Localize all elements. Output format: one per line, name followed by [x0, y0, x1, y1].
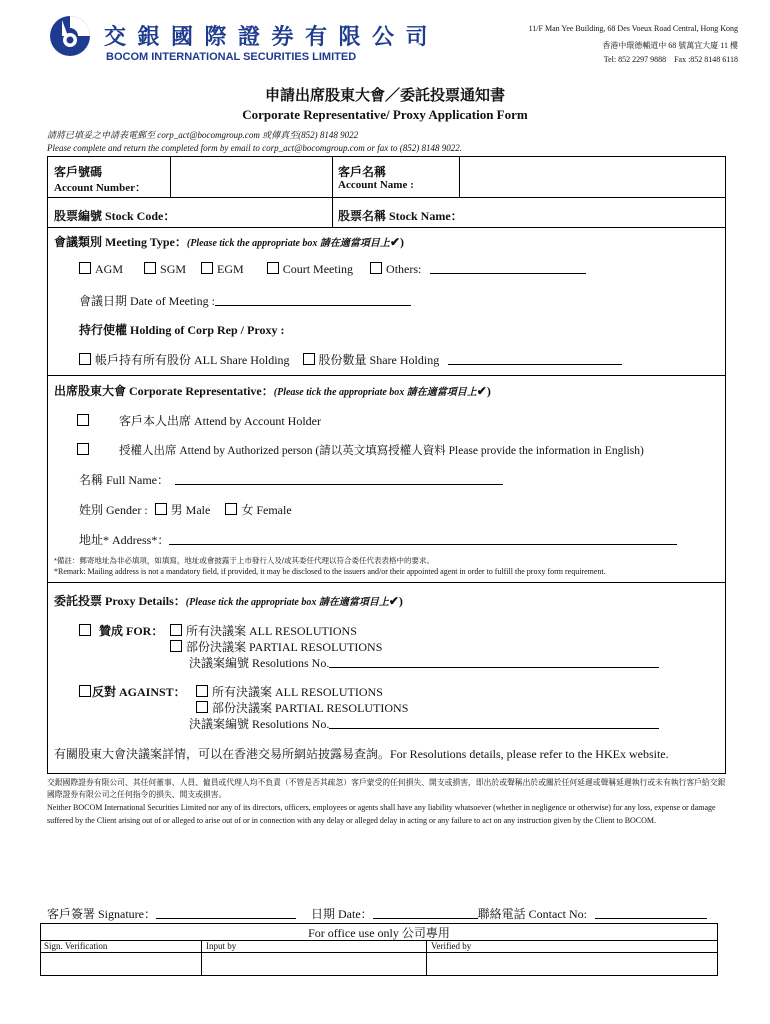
corp-rep-heading: [54, 382, 491, 399]
court-meeting-checkbox[interactable]: [267, 262, 353, 276]
male-label: 男 Male: [170, 503, 211, 517]
for-all-res-checkbox[interactable]: [170, 622, 357, 639]
attend-holder-label: 客戶本人出席 Attend by Account Holder: [119, 414, 321, 428]
agm-label: AGM: [95, 262, 124, 276]
for-res-no-label: 決議案編號 Resolutions No.: [189, 656, 330, 670]
contact-label: 聯絡電話 Contact No:: [477, 907, 587, 921]
proxy-heading: [54, 592, 403, 609]
attend-authorized-label: 授權人出席 Attend by Authorized person (請以英文填寫授權人資料 Please provide the information in English): [119, 445, 644, 457]
sgm-checkbox[interactable]: [144, 262, 186, 276]
others-input[interactable]: [430, 263, 586, 274]
share-holding-label: 股份數量 Share Holding: [318, 353, 440, 367]
against-partial-res-checkbox[interactable]: [196, 699, 408, 716]
signature-label: 客戶簽署 Signature：: [47, 907, 156, 921]
account-number-label-en: Account Number：: [54, 182, 146, 194]
tick-note: (Please tick the appropriate box 請在適當項目上: [186, 238, 390, 249]
account-number-field[interactable]: [172, 158, 330, 196]
attend-holder-option[interactable]: [77, 412, 321, 429]
against-all-res-checkbox[interactable]: [196, 683, 383, 700]
hkex-note: 有關股東大會決議案詳情，可以在香港交易所網站披露易查詢。For Resolutions details, please refer to the HKEx website.: [54, 747, 669, 761]
meeting-type-heading: [54, 233, 404, 250]
meeting-type-options: [79, 262, 586, 277]
account-name-label-cn: 客戶名稱: [338, 165, 387, 179]
against-checkbox[interactable]: [79, 683, 186, 700]
tick-icon: ✔: [388, 594, 399, 608]
contact-input[interactable]: [595, 908, 707, 919]
stock-code-label[interactable]: 股票編號 Stock Code：: [54, 209, 176, 223]
tick-note-close: ): [486, 384, 491, 398]
share-holding-checkbox[interactable]: [303, 353, 440, 367]
tick-note: (Please tick the appropriate box 請在適當項目上: [273, 387, 477, 398]
date-label: 日期 Date：: [311, 907, 373, 921]
for-partial-res-checkbox[interactable]: [170, 638, 382, 655]
tick-note: (Please tick the appropriate box 請在適當項目上: [185, 597, 389, 608]
header-address-cn: 香港中環德輔道中 68 號萬宜大廈 11 樓: [602, 41, 738, 50]
company-name-en: BOCOM INTERNATIONAL SECURITIES LIMITED: [106, 51, 357, 63]
remark-en: *Remark: Mailing address is not a mandatory field, if provided, it may be disclosed to the issuers and/or their appointed agent in order to fulfill the proxy form requirement.: [54, 567, 606, 576]
full-name-input[interactable]: [175, 474, 503, 485]
egm-label: EGM: [217, 262, 244, 276]
full-name-row: [79, 471, 503, 488]
holding-heading: 持行使權 Holding of Corp Rep / Proxy :: [79, 323, 285, 337]
office-use-heading: For office use only 公司專用: [308, 926, 450, 940]
holding-options: [79, 351, 622, 368]
male-checkbox[interactable]: [155, 503, 211, 517]
others-checkbox[interactable]: [370, 262, 421, 276]
female-checkbox[interactable]: [225, 503, 291, 517]
date-input[interactable]: [373, 908, 478, 919]
office-col-verified-by: Verified by: [431, 941, 472, 951]
against-res-no-input[interactable]: [329, 718, 659, 729]
meeting-date-input[interactable]: [215, 295, 411, 306]
disclaimer-cn: 交銀國際證券有限公司、其任何董事、人員、僱員或代理人均不負責（不管是否其疏忽）客戶蒙受的任何損失、開支或損害，即出於或聲稱出於或關於任何延遲或聲稱延遲執行或未有執行客戶給交銀國際證券有限公司之任何指令的損失、開支或損害。: [47, 778, 726, 799]
against-label: 反對 AGAINST：: [92, 685, 186, 699]
account-number-label-cn: 客戶號碼: [54, 165, 103, 179]
account-name-label-en: Account Name :: [338, 179, 414, 191]
against-all-res-label: 所有決議案 ALL RESOLUTIONS: [212, 685, 383, 699]
address-label: 地址* Address*：: [79, 533, 170, 547]
share-holding-input[interactable]: [448, 354, 622, 365]
instruction-en: Please complete and return the completed form by email to corp_act@bocomgroup.com or fax to (852) 8148 9022.: [47, 143, 463, 153]
female-label: 女 Female: [241, 503, 292, 517]
against-res-no-row: [189, 715, 659, 732]
attend-authorized-option[interactable]: [77, 442, 644, 458]
header-address-en: 11/F Man Yee Building, 68 Des Voeux Road Central, Hong Kong: [528, 24, 738, 33]
for-partial-res-label: 部份決議案 PARTIAL RESOLUTIONS: [186, 640, 383, 654]
agm-checkbox[interactable]: [79, 262, 123, 276]
against-res-no-label: 決議案編號 Resolutions No.: [189, 717, 330, 731]
all-share-checkbox[interactable]: [79, 353, 290, 367]
stock-name-label[interactable]: 股票名稱 Stock Name：: [338, 209, 463, 223]
meeting-date-label: 會議日期 Date of Meeting :: [79, 294, 215, 308]
form-title-cn: 申請出席股東大會／委託投票通知書: [264, 88, 505, 104]
full-name-label: 名稱 Full Name：: [79, 473, 169, 487]
company-logo: [48, 14, 92, 58]
tick-note-close: ): [398, 594, 403, 608]
egm-checkbox[interactable]: [201, 262, 244, 276]
all-share-label: 帳戶持有所有股份 ALL Share Holding: [95, 353, 290, 367]
corp-rep-label: 出席股東大會 Corporate Representative：: [54, 384, 274, 398]
form-title-en: Corporate Representative/ Proxy Application Form: [242, 107, 528, 122]
tick-icon: ✔: [389, 235, 400, 249]
signature-row: [47, 905, 707, 922]
for-res-no-input[interactable]: [329, 657, 659, 668]
for-label: 贊成 FOR：: [99, 624, 164, 638]
others-label: Others:: [386, 262, 422, 276]
gender-row: [79, 501, 292, 518]
header-tel-fax: Tel: 852 2297 9888 Fax :852 8148 6118: [603, 55, 738, 64]
tick-icon: ✔: [476, 384, 487, 398]
proxy-label: 委託投票 Proxy Details：: [54, 594, 186, 608]
tick-note-close: ): [400, 235, 404, 249]
against-partial-res-label: 部份決議案 PARTIAL RESOLUTIONS: [212, 701, 409, 715]
signature-input[interactable]: [156, 908, 296, 919]
office-col-input-by: Input by: [206, 941, 237, 951]
account-name-field[interactable]: [461, 158, 724, 196]
for-all-res-label: 所有決議案 ALL RESOLUTIONS: [186, 624, 357, 638]
disclaimer-en: Neither BOCOM International Securities Limited nor any of its directors, officers, employees or agents shall have any liability whatsoever (whether in negligence or otherwise) for any loss, expense or damage suffered by the Client arising out of or alleged to arise out of or in connection with any delay or alleged delay in acting or any failure to act on any instruction given by the Client to BOCOM.: [47, 803, 716, 825]
company-name-cn: 交 銀 國 際 證 券 有 限 公 司: [104, 24, 431, 49]
remark-cn: *備註：郵寄地址為非必填項，如填寫，地址或會披露于上市發行人及/或其委任代理以符合委任代表表格中的要求。: [54, 556, 434, 565]
meeting-date-row: [79, 292, 411, 309]
for-res-no-row: [189, 654, 659, 671]
instruction-cn: 請將已填妥之申請表電郵至 corp_act@bocomgroup.com 或傳真至(852) 8148 9022: [47, 130, 359, 140]
address-input[interactable]: [169, 534, 677, 545]
for-checkbox[interactable]: [79, 622, 163, 639]
meeting-type-label: 會議類別 Meeting Type：: [54, 235, 187, 249]
gender-label: 姓別 Gender :: [79, 503, 148, 517]
address-row: [79, 531, 677, 548]
office-col-sign-verification: Sign. Verification: [44, 941, 108, 951]
court-meeting-label: Court Meeting: [282, 262, 354, 276]
sgm-label: SGM: [160, 262, 187, 276]
